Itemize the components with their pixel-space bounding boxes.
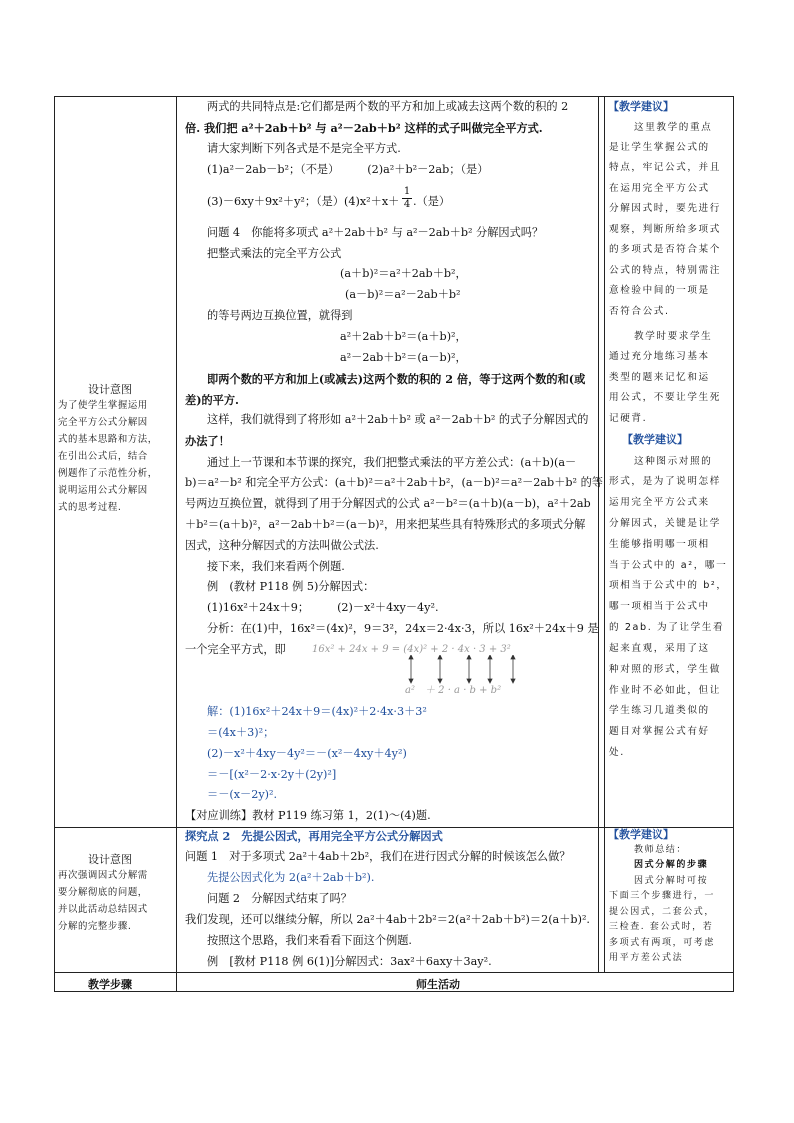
suggestion-line: 的 2ab. 为了让学生看 xyxy=(609,622,725,633)
mapping-arrows xyxy=(395,655,525,685)
suggestion-line: 项相当于公式中的 b²， xyxy=(609,580,728,591)
suggestion-line: 运用完全平方公式来 xyxy=(609,497,710,508)
footer-activity: 师生活动 xyxy=(416,978,460,991)
text-line: 按照这个思路，我们来看看下面这个例题. xyxy=(207,934,412,947)
text-line: (1)16x²＋24x＋9； (2)－x²＋4xy－4y². xyxy=(207,601,439,614)
suggestion-line: 通过充分地练习基本 xyxy=(609,351,710,362)
suggestion-line: 提公因式，二套公式， xyxy=(609,907,716,917)
text-line: 把整式乘法的完全平方公式 xyxy=(207,247,342,260)
table-border-top xyxy=(54,96,734,97)
solution-line: ＝－(x－2y)². xyxy=(207,788,278,801)
footer-teaching-steps: 教学步骤 xyxy=(88,978,132,991)
text-line: 我们发现，还可以继续分解，所以 2a²＋4ab＋2b²＝2(a²＋2ab＋b²)＝2(a＋b)². xyxy=(185,913,590,926)
suggestion-line: 生能够指明哪一项相 xyxy=(609,539,710,550)
text-line: 办法了！ xyxy=(185,434,230,448)
text-line: 因式，这种分解因式的方法叫做公式法. xyxy=(185,539,379,552)
suggestion-line: 因式分解时可按 xyxy=(634,876,709,886)
suggestion-line: 否符合公式. xyxy=(609,306,670,317)
design-intent-title: 设计意图 xyxy=(88,383,132,396)
design-intent-text: 再次强调因式分解需 要分解彻底的问题， 并以此活动总结因式 分解的完整步骤. xyxy=(58,870,148,932)
formula-line: a²－2ab＋b²＝(a－b)²， xyxy=(340,351,467,364)
text-line: 一个完全平方式，即 xyxy=(185,643,286,656)
section-heading: 探究点 2 先提公因式，再用完全平方公式分解因式 xyxy=(185,829,443,843)
column-divider xyxy=(604,96,605,972)
suggestion-line: 这种图示对照的 xyxy=(634,456,713,467)
formula-line: (a－b)²＝a²－2ab＋b² xyxy=(345,288,461,301)
formula-line: (a＋b)²＝a²＋2ab＋b²， xyxy=(340,267,467,280)
table-border-bottom xyxy=(54,991,734,992)
suggestion-line: 起来直观，采用了这 xyxy=(609,643,710,654)
text-line: 请大家判断下列各式是不是完全平方式. xyxy=(207,142,401,155)
suggestion-line: 用公式，不要让学生死 xyxy=(609,392,721,403)
text-line: (3)－6xy＋9x²＋y²；（是）(4)x²＋x＋ xyxy=(207,195,400,208)
suggestion-title: 【教学建议】 xyxy=(608,100,674,113)
suggestion-line: 当于公式中的 a²，哪一 xyxy=(609,560,728,571)
design-intent-title: 设计意图 xyxy=(88,853,132,866)
text-line: 的等号两边互换位置，就得到 xyxy=(207,309,353,322)
text-line: 例 (教材 P118 例 5)分解因式： xyxy=(207,580,375,593)
suggestion-line: 公式的特点，特别需注 xyxy=(609,265,721,276)
formula-mapping-top: 16x² + 24x + 9 = (4x)² + 2 · 4x · 3 + 3² xyxy=(312,644,511,655)
suggestion-line: 观察，判断所给多项式 xyxy=(609,224,721,235)
design-intent-text: 为了使学生掌握运用 完全平方公式分解因 式的基本思路和方法， 在引出公式后，结合 例题作了示范性分析， 说明运用公式分解因 式的思考过程. xyxy=(58,400,158,513)
suggestion-line: 教师总结： xyxy=(634,845,688,855)
text-line: 倍. 我们把 a²＋2ab＋b² 与 a²－2ab＋b² 这样的式子叫做完全平方式. xyxy=(185,121,543,135)
suggestion-line: 种对照的形式，学生做 xyxy=(609,664,721,675)
suggestion-line: 记硬背. xyxy=(609,413,648,424)
text-line: 号两边互换位置，就得到了用于分解因式的公式 a²－b²＝(a＋b)(a－b)，a²＋2ab xyxy=(185,497,591,510)
text-line: (1)a²－2ab－b²；（不是） (2)a²＋b²－2ab；（是） xyxy=(207,163,489,176)
suggestion-title: 【教学建议】 xyxy=(622,433,688,446)
practice-note: 【对应训练】教材 P119 练习第 1，2(1)～(4)题. xyxy=(185,809,431,822)
text-line: 先提公因式化为 2(a²＋2ab＋b²). xyxy=(207,871,375,884)
table-border-right xyxy=(733,96,734,992)
suggestion-line: 特点，牢记公式，并且 xyxy=(609,162,721,173)
solution-line: ＝－[(x²－2·x·2y＋(2y)²] xyxy=(207,768,337,781)
formula-line: a²＋2ab＋b²＝(a＋b)²， xyxy=(340,330,467,343)
text-line: ＋b²＝(a＋b)²，a²－2ab＋b²＝(a－b)²，用来把某些具有特殊形式的多项式分解 xyxy=(185,518,586,531)
suggestion-line: 的多项式是否符合某个 xyxy=(609,244,721,255)
text-line: 问题 1 对于多项式 2a²＋4ab＋2b²，我们在进行因式分解的时候该怎么做？ xyxy=(185,850,571,863)
suggestion-line: 三检查. 套公式时，若 xyxy=(609,922,714,932)
text-line: 这样，我们就得到了将形如 a²＋2ab＋b² 或 a²－2ab＋b² 的式子分解因式的 xyxy=(207,413,589,426)
row-divider xyxy=(54,972,734,973)
suggestion-line: 分解因式，关键是让学 xyxy=(609,518,721,529)
fraction-denominator: 4 xyxy=(403,199,411,210)
suggestion-line: 用平方差公式法 xyxy=(609,953,684,963)
text-line: 通过上一节课和本节课的探究，我们把整式乘法的平方差公式：(a＋b)(a－ xyxy=(207,456,577,469)
suggestion-line: 学生练习几道类似的 xyxy=(609,705,710,716)
suggestion-line: 教学时要求学生 xyxy=(634,331,713,342)
suggestion-line: 处. xyxy=(609,747,625,758)
text-line: 例 [教材 P118 例 6(1)]分解因式：3ax²＋6axy＋3ay². xyxy=(207,955,492,968)
suggestion-line: 因式分解的步骤 xyxy=(634,860,709,870)
suggestion-line: 类型的题来记忆和运 xyxy=(609,372,710,383)
text-line: .（是） xyxy=(413,195,451,208)
table-border-left xyxy=(54,96,55,992)
suggestion-line: 这里教学的重点 xyxy=(634,122,713,133)
fraction-numerator: 1 xyxy=(403,186,411,197)
suggestion-line: 哪一项相当于公式中 xyxy=(609,601,710,612)
column-divider xyxy=(176,96,177,992)
suggestion-line: 形式，是为了说明怎样 xyxy=(609,476,721,487)
suggestion-line: 多项式有两项，可考虑 xyxy=(609,938,716,948)
suggestion-line: 题目对掌握公式有好 xyxy=(609,726,710,737)
text-line: 分析：在(1)中，16x²＝(4x)²，9＝3²，24x＝2·4x·3，所以 16x²＋24x＋9 是 xyxy=(207,622,599,635)
suggestion-title: 【教学建议】 xyxy=(608,828,674,841)
formula-mapping-bottom: a² ＋ 2 · a · b + b² xyxy=(405,685,502,696)
suggestion-line: 下面三个步骤进行，一 xyxy=(609,891,716,901)
text-line: 接下来，我们来看两个例题. xyxy=(207,560,345,573)
solution-line: (2)－x²＋4xy－4y²＝－(x²－4xy＋4y²) xyxy=(207,747,407,760)
suggestion-line: 作业时不必如此，但让 xyxy=(609,685,721,696)
text-line: 两式的共同特点是:它们都是两个数的平方和加上或减去这两个数的积的 2 xyxy=(207,100,569,113)
column-divider xyxy=(598,96,599,972)
suggestion-line: 是让学生掌握公式的 xyxy=(609,142,710,153)
solution-line: ＝(4x＋3)²； xyxy=(207,726,275,739)
suggestion-line: 意检验中间的一项是 xyxy=(609,285,710,296)
suggestion-line: 分解因式时，要先进行 xyxy=(609,203,721,214)
text-line: b)＝a²－b² 和完全平方公式：(a＋b)²＝a²＋2ab＋b²，(a－b)²＝a²－2ab＋b² 的等 xyxy=(185,476,603,489)
solution-line: 解：(1)16x²＋24x＋9＝(4x)²＋2·4x·3＋3² xyxy=(207,705,427,718)
text-line: 即两个数的平方和加上(或减去)这两个数的积的 2 倍，等于这两个数的和(或 xyxy=(207,372,586,386)
text-line: 问题 2 分解因式结束了吗？ xyxy=(207,892,352,905)
text-line: 问题 4 你能将多项式 a²＋2ab＋b² 与 a²－2ab＋b² 分解因式吗？ xyxy=(207,226,544,239)
text-line: 差)的平方. xyxy=(185,393,239,407)
suggestion-line: 在运用完全平方公式 xyxy=(609,183,710,194)
